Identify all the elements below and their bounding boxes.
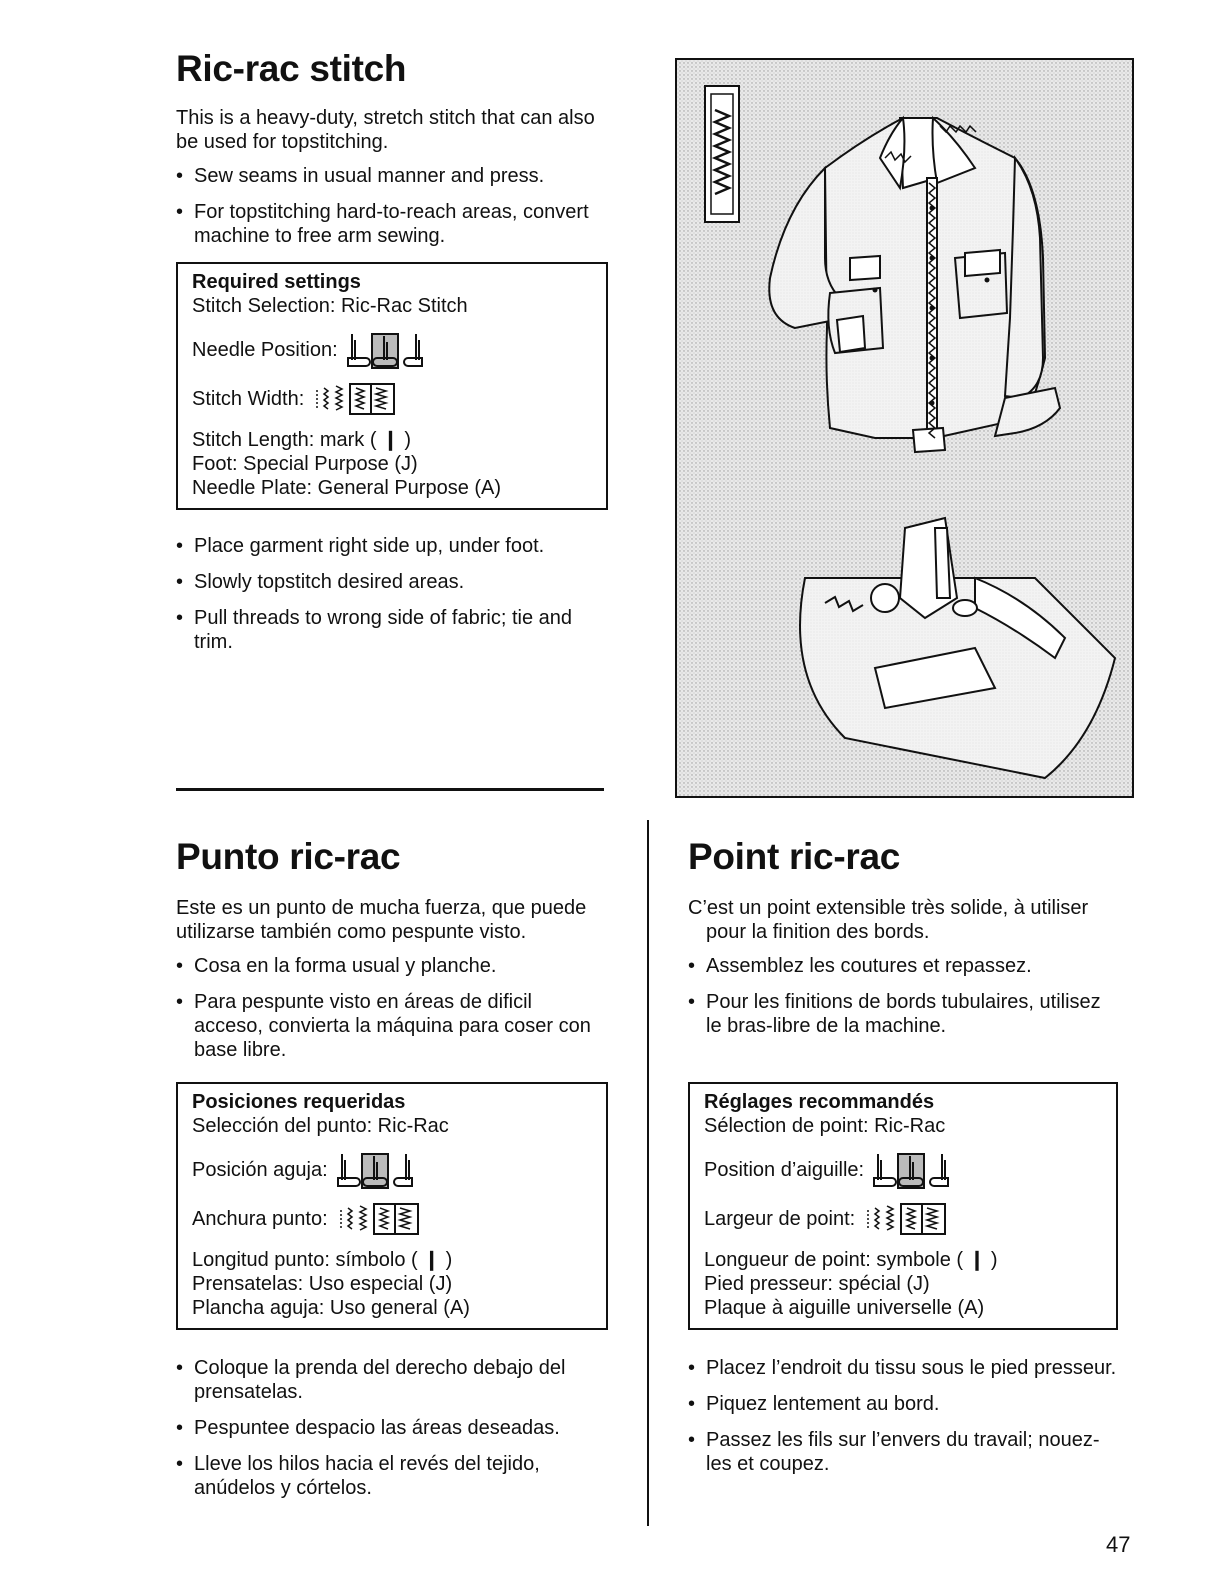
list-item: • Pour les finitions de bords tubulaires, utilisez le bras-libre de la machine. bbox=[688, 991, 1101, 1037]
bullet-list-before bbox=[176, 164, 606, 248]
list-item: • Assemblez les coutures et repassez. bbox=[688, 955, 1032, 977]
french-title: Point ric-rac bbox=[688, 836, 900, 877]
spanish-settings-box bbox=[176, 1082, 608, 1330]
page-number: 47 bbox=[1106, 1532, 1131, 1557]
list-item: • Placez l’endroit du tissu sous le pied presseur. bbox=[688, 1357, 1117, 1379]
stitch-width-row: Anchura punto: bbox=[192, 1202, 592, 1236]
french-section bbox=[688, 836, 1120, 1488]
needle-position-icon bbox=[872, 1150, 950, 1190]
needle-position-icon bbox=[346, 330, 424, 370]
stitch-width-icon bbox=[338, 1202, 420, 1236]
french-bullet-list-after bbox=[688, 1356, 1120, 1476]
stitch-width-icon bbox=[314, 382, 396, 416]
spanish-bullet-list-before bbox=[176, 954, 606, 1062]
needle-position-row: Posición aguja: bbox=[192, 1150, 592, 1190]
stitch-selection: Sélection de point: Ric-Rac bbox=[704, 1115, 946, 1137]
stitch-length: Longueur de point: symbole ( ❙ ) bbox=[704, 1249, 998, 1271]
settings-title: Posiciones requeridas bbox=[192, 1091, 406, 1113]
french-settings-box bbox=[688, 1082, 1118, 1330]
section-divider bbox=[176, 788, 604, 791]
needle-position-row: Needle Position: bbox=[192, 330, 592, 370]
list-item: • Cosa en la forma usual y planche. bbox=[176, 955, 497, 977]
settings-box bbox=[176, 262, 608, 510]
ric-rac-stitch-icon bbox=[705, 86, 739, 222]
needle-plate-setting: Plaque à aiguille universelle (A) bbox=[704, 1297, 985, 1319]
spanish-intro-text: Este es un punto de mucha fuerza, que puede utilizarse también como pespunte visto. bbox=[176, 897, 587, 943]
list-item: • Para pespunte visto en áreas de dificil acceso, convierta la máquina para coser con base libre. bbox=[176, 991, 591, 1061]
illustration-panel bbox=[675, 58, 1134, 798]
stitch-length: Stitch Length: mark ( ❙ ) bbox=[192, 429, 412, 451]
needle-position-row: Position d’aiguille: bbox=[704, 1150, 1102, 1190]
spanish-section bbox=[176, 836, 606, 1512]
intro-text: This is a heavy-duty, stretch stitch that can also be used for topstitching. bbox=[176, 107, 595, 153]
list-item: • Lleve los hilos hacia el revés del tejido, anúdelos y córtelos. bbox=[176, 1453, 540, 1499]
stitch-width-row: Largeur de point: bbox=[704, 1202, 1102, 1236]
list-item: • Pull threads to wrong side of fabric; tie and trim. bbox=[176, 607, 572, 653]
list-item: • Sew seams in usual manner and press. bbox=[176, 165, 545, 187]
stitch-width-icon bbox=[865, 1202, 947, 1236]
english-section bbox=[176, 48, 606, 666]
spanish-title: Punto ric-rac bbox=[176, 836, 401, 877]
list-item: • Passez les fils sur l’envers du travail; nouez-les et coupez. bbox=[688, 1429, 1100, 1475]
french-intro-text: C’est un point extensible très solide, à utiliser pour la finition des bords. bbox=[688, 897, 1089, 943]
spanish-bullet-list-after bbox=[176, 1356, 606, 1500]
list-item: • For topstitching hard-to-reach areas, convert machine to free arm sewing. bbox=[176, 201, 589, 247]
list-item: • Coloque la prenda del derecho debajo del prensatelas. bbox=[176, 1357, 566, 1403]
foot-setting: Prensatelas: Uso especial (J) bbox=[192, 1273, 453, 1295]
settings-title: Réglages recommandés bbox=[704, 1091, 935, 1113]
needle-plate-setting: Plancha aguja: Uso general (A) bbox=[192, 1297, 470, 1319]
column-divider bbox=[647, 820, 649, 1526]
stitch-selection: Stitch Selection: Ric-Rac Stitch bbox=[192, 295, 468, 317]
needle-plate-setting: Needle Plate: General Purpose (A) bbox=[192, 477, 502, 499]
list-item: • Piquez lentement au bord. bbox=[688, 1393, 940, 1415]
stitch-width-row: Stitch Width: bbox=[192, 382, 592, 416]
foot-setting: Foot: Special Purpose (J) bbox=[192, 453, 418, 475]
list-item: • Slowly topstitch desired areas. bbox=[176, 571, 465, 593]
stitch-selection: Selección del punto: Ric-Rac bbox=[192, 1115, 449, 1137]
foot-setting: Pied presseur: spécial (J) bbox=[704, 1273, 930, 1295]
settings-title: Required settings bbox=[192, 271, 361, 293]
stitch-length: Longitud punto: símbolo ( ❙ ) bbox=[192, 1249, 453, 1271]
french-bullet-list-before bbox=[688, 954, 1120, 1038]
needle-position-icon bbox=[336, 1150, 414, 1190]
bullet-list-after bbox=[176, 534, 606, 654]
list-item: • Pespuntee despacio las áreas deseadas. bbox=[176, 1417, 560, 1439]
list-item: • Place garment right side up, under foot. bbox=[176, 535, 545, 557]
page-title: Ric-rac stitch bbox=[176, 48, 407, 89]
